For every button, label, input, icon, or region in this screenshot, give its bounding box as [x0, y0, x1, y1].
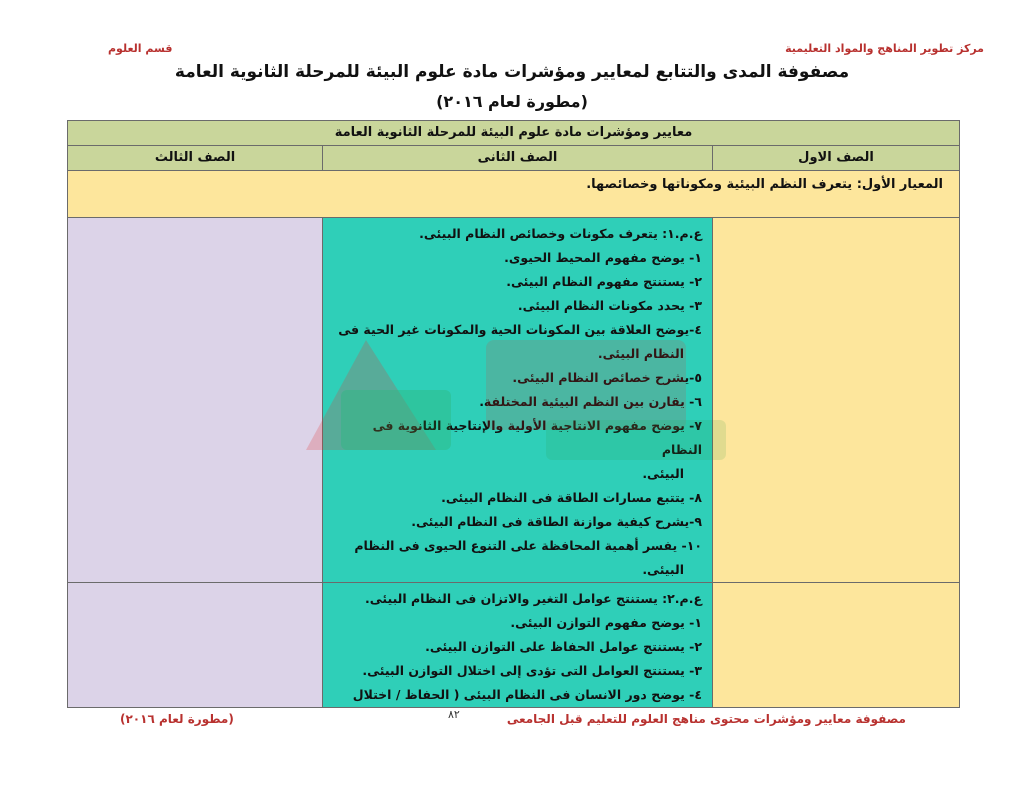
- grade-3-cell-block-2: [68, 583, 323, 708]
- list-item: ٢- يستنتج مفهوم النظام البيئى.: [506, 274, 702, 289]
- footer-document-title: مصفوفة معايير ومؤشرات محتوى مناهج العلوم للتعليم قبل الجامعى: [506, 712, 906, 726]
- list-item: ١٠- يفسر أهمية المحافظة على التنوع الحيوى فى النظام: [354, 538, 702, 553]
- indicator-list-2: [323, 583, 712, 707]
- list-item: ٤-يوضح العلاقة بين المكونات الحية والمكونات غير الحية فى: [338, 322, 702, 337]
- list-item: ٣- يستنتج العوامل التى تؤدى إلى اختلال التوازن البيئى.: [362, 663, 702, 678]
- list-item: البيئى.: [642, 562, 684, 577]
- header-organization: مركز تطوير المناهج والمواد التعليمية: [785, 42, 984, 55]
- list-item: ٣- يحدد مكونات النظام البيئى.: [517, 298, 702, 313]
- list-item: البيئى.: [642, 466, 684, 481]
- header-department: قسم العلوم: [108, 42, 173, 55]
- list-item: ٦- يقارن بين النظم البيئية المختلفة.: [479, 394, 702, 409]
- grade-2-cell-block-2: [323, 583, 713, 708]
- list-item: ١- يوضح مفهوم المحيط الحيوى.: [504, 250, 702, 265]
- list-item: النظام البيئى.: [597, 346, 684, 361]
- indicator-list-1: [323, 218, 712, 582]
- column-header-grade-2: الصف الثانى: [323, 146, 713, 171]
- list-item: ٥-يشرح خصائص النظام البيئى.: [512, 370, 702, 385]
- list-item: ٩-يشرح كيفية موازنة الطاقة فى النظام البيئى.: [411, 514, 702, 529]
- grade-2-cell-block-1: [323, 218, 713, 583]
- list-item: ع.م.١: يتعرف مكونات وخصائص النظام البيئى.: [419, 226, 702, 241]
- list-item: ع.م.٢: يستنتج عوامل التغير والاتزان فى النظام البيئى.: [364, 591, 702, 606]
- list-item: ٧- يوضح مفهوم الانتاجية الأولية والإنتاجية الثانوية فى النظام: [372, 418, 702, 457]
- standards-matrix-table: [67, 120, 960, 708]
- table-band-title: معايير ومؤشرات مادة علوم البيئة للمرحلة الثانوية العامة: [68, 121, 960, 146]
- grade-1-cell-block-1: [713, 218, 960, 583]
- column-header-grade-3: الصف الثالث: [68, 146, 323, 171]
- list-item: ١- يوضح مفهوم التوازن البيئى.: [510, 615, 702, 630]
- page-number: ٨٢: [448, 708, 460, 721]
- footer-edition: (مطورة لعام ٢٠١٦): [120, 712, 234, 726]
- list-item: ٤- يوضح دور الانسان فى النظام البيئى ( الحفاظ / اختلال: [352, 687, 702, 702]
- standard-1-row: المعيار الأول: يتعرف النظم البيئية ومكوناتها وخصائصها.: [68, 171, 960, 218]
- grade-1-cell-block-2: [713, 583, 960, 708]
- grade-3-cell-block-1: [68, 218, 323, 583]
- page-title: مصفوفة المدى والتتابع لمعايير ومؤشرات مادة علوم البيئة للمرحلة الثانوية العامة: [174, 62, 850, 82]
- page-subtitle: (مطورة لعام ٢٠١٦): [436, 92, 588, 111]
- column-header-grade-1: الصف الاول: [713, 146, 960, 171]
- list-item: ٨- يتتبع مسارات الطاقة فى النظام البيئى.: [441, 490, 702, 505]
- list-item: ٢- يستنتج عوامل الحفاظ على التوازن البيئى.: [425, 639, 702, 654]
